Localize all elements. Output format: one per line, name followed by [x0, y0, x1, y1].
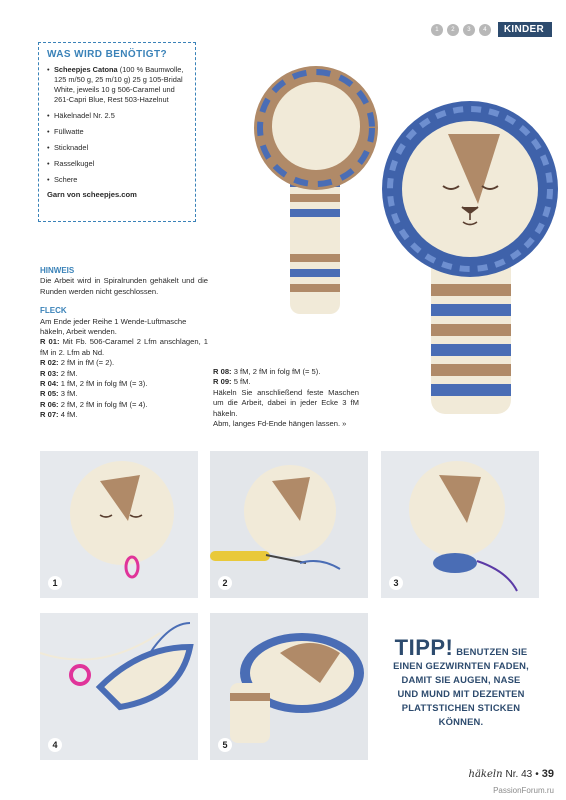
level-dot: 4: [479, 24, 491, 36]
fleck-outro: Häkeln Sie anschließend feste Maschen um die Arbeit, dabei in jeder Ecke 3 fM häkeln.: [213, 387, 359, 418]
instruction-row: R 04: 1 fM, 2 fM in folg fM (= 3).: [40, 379, 148, 389]
category-tag: KINDER: [498, 22, 552, 37]
footer-bullet: •: [535, 768, 539, 780]
step-photo-image: [210, 451, 368, 598]
hinweis-title: HINWEIS: [40, 266, 75, 275]
step-number: 3: [389, 576, 403, 590]
category-header: [431, 22, 552, 37]
step-photo-image: [381, 451, 539, 598]
fleck-intro: Am Ende jeder Reihe 1 Wende-Luftmasche häkeln, Arbeit wenden.: [40, 316, 187, 337]
step-photo: [40, 613, 198, 760]
step-photo: [40, 451, 198, 598]
step-photo-image: [210, 613, 368, 760]
list-item: • Rasselkugel: [47, 159, 189, 169]
list-item: • Füllwatte: [47, 127, 189, 137]
tip-line: KÖNNEN.: [438, 716, 484, 727]
instruction-row: R 09: 5 fM.: [213, 377, 251, 387]
materials-list: [47, 65, 189, 185]
instruction-row: R 03: 2 fM.: [40, 368, 78, 378]
tip-label: TIPP!: [394, 635, 454, 660]
step-number: 1: [48, 576, 62, 590]
instruction-row: R 01: Mit Fb. 506-Caramel 2 Lfm anschlagen, 1 fM in 2. Lfm ab Nd.: [40, 337, 208, 357]
instruction-row: R 08: 3 fM, 2 fM in folg fM (= 5).: [213, 367, 321, 376]
instructions-column-2: [213, 367, 359, 429]
list-item: • Sticknadel: [47, 143, 189, 153]
level-dot: 3: [463, 24, 475, 36]
materials-box: [38, 42, 196, 222]
tip-box: [391, 635, 531, 729]
tip-line: DAMIT SIE AUGEN, NASE: [401, 674, 521, 685]
lion-head-left: [254, 66, 378, 190]
level-dot: 1: [431, 24, 443, 36]
tip-line: PLATTSTICHEN STICKEN: [401, 702, 521, 713]
page-footer: [469, 768, 554, 780]
yarn-details: (100 % Baumwolle, 125 m/50 g, 25 m/10 g) 25 g 105-Bridal White, jeweils 10 g 506-Caramel und 261-Capri Blue, Rest 503-Hazelnut: [54, 65, 184, 104]
magazine-name: häkeln: [468, 768, 503, 780]
step-number: 5: [218, 738, 232, 752]
fleck-title: FLECK: [40, 306, 67, 316]
instruction-row: R 06: 2 fM, 2 fM in folg fM (= 4).: [40, 399, 148, 409]
watermark: PassionForum.ru: [493, 786, 554, 795]
step-number: 2: [218, 576, 232, 590]
instruction-row: R 02: 2 fM in fM (= 2).: [40, 358, 115, 368]
tip-line: UND MUND MIT DEZENTEN: [397, 688, 525, 699]
lion-head-right: [382, 101, 558, 277]
step-photo: [381, 451, 539, 598]
step-number: 4: [48, 738, 62, 752]
yarn-source: Garn von scheepjes.com: [47, 190, 137, 199]
page-number: 39: [541, 768, 554, 780]
instruction-row: R 05: 3 fM.: [40, 389, 78, 399]
issue-number: Nr. 43: [505, 768, 533, 780]
step-photo-image: [40, 451, 198, 598]
hinweis-text: Die Arbeit wird in Spiralrunden gehäkelt und die Runden werden nicht geschlossen.: [40, 276, 208, 296]
level-dot: 2: [447, 24, 459, 36]
instructions-column-1: [40, 266, 208, 421]
tip-line: BENUTZEN SIE: [456, 646, 528, 657]
instruction-row: R 07: 4 fM.: [40, 410, 78, 420]
tip-text: [391, 635, 531, 729]
fleck-end: Abm, langes Fd-Ende hängen lassen. »: [213, 419, 347, 429]
list-item: • Schere: [47, 175, 189, 185]
list-item: [47, 65, 189, 105]
yarn-brand: Scheepjes Catona: [54, 65, 118, 74]
step-photo-image: [40, 613, 198, 760]
step-photo: [210, 613, 368, 760]
list-item: • Häkelnadel Nr. 2.5: [47, 111, 189, 121]
step-photo: [210, 451, 368, 598]
tip-line: EINEN GEZWIRNTEN FADEN,: [393, 660, 529, 671]
materials-title: WAS WIRD BENÖTIGT?: [47, 49, 167, 60]
